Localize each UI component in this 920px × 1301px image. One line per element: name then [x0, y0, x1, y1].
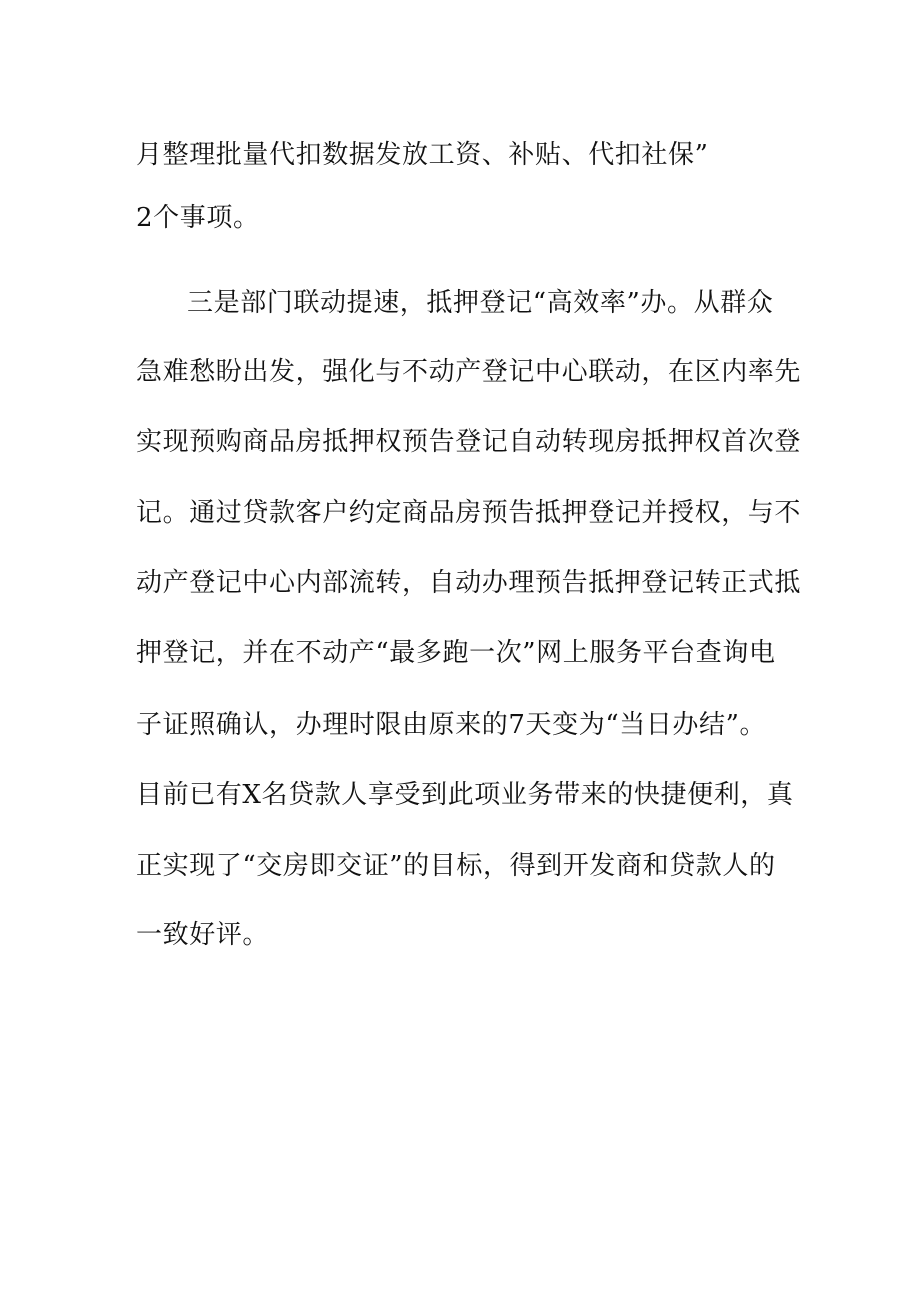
- text-line: 子证照确认，办理时限由原来的7天变为“当日办结”。: [136, 710, 767, 740]
- text-line: 动产登记中心内部流转，自动办理预告抵押登记转正式抵: [136, 568, 802, 598]
- text-line: 押登记，并在不动产“最多跑一次”网上服务平台查询电: [136, 638, 776, 668]
- text-line: 一致好评。: [136, 920, 270, 950]
- text-line: 2个事项。: [136, 203, 260, 233]
- text-line: 记。通过贷款客户约定商品房预告抵押登记并授权，与不: [136, 498, 802, 528]
- text-line: 正实现了“交房即交证”的目标，得到开发商和贷款人的: [136, 851, 776, 881]
- text-line: 急难愁盼出发，强化与不动产登记中心联动，在区内率先: [136, 357, 802, 387]
- paragraph-first-line: 三是部门联动提速，抵押登记“高效率”办。从群众: [187, 288, 774, 318]
- text-line: 实现预购商品房抵押权预告登记自动转现房抵押权首次登: [136, 427, 802, 457]
- text-line: 月整理批量代扣数据发放工资、补贴、代扣社保”: [136, 140, 709, 170]
- text-line: 目前已有X名贷款人享受到此项业务带来的快捷便利，真: [136, 780, 794, 810]
